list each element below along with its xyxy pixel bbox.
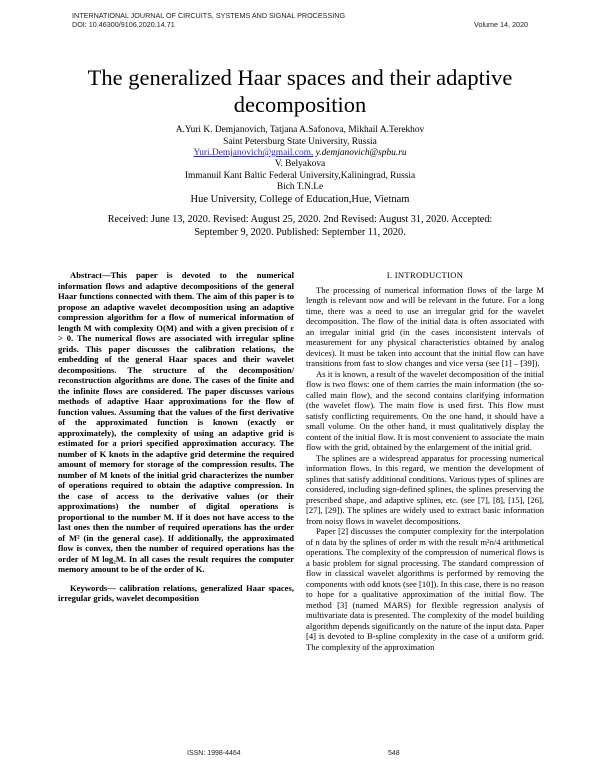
left-column (58, 270, 294, 604)
dates-1: Received: June 13, 2020. Revised: August 25, 2020. 2nd Revised: August 31, 2020. Accepted: (107, 214, 493, 225)
journal-name: INTERNATIONAL JOURNAL OF CIRCUITS, SYSTEMS AND SIGNAL PROCESSING (72, 11, 346, 20)
authors-2: V. Belyakova (274, 159, 326, 169)
keywords: Keywords— calibration relations, generalized Haar spaces, irregular grids, wavelet decomposition (58, 582, 294, 603)
affiliation-2: Immanuil Kant Baltic Federal University,Kaliningrad, Russia (184, 171, 416, 181)
running-header (72, 11, 345, 29)
intro-paragraph-3: The splines are a widespread apparatus for processing numerical information flows. In this regard, we mention the development of splines that satisfy additional conditions. Various types of splines are considered, including sign-defined splines, the splines preserving the prescribed shape, and adaptive splines, etc. (see [7], [8], [15], [26], [27], [29]). The splines are widely used to extract basic information from noisy flows in wavelet decompositions. (306, 452, 544, 526)
issn: ISSN: 1998-4464 (187, 750, 241, 757)
abstract-text: Abstract—This paper is devoted to the numerical information flows and adaptive decompositions of the general Haar functions connected with them. The aim of this paper is to propose an adaptive wavelet decomposition using an adaptive compression algorithm for a flow of numerical information of length M with complexity O(M) and with a given precision of ε > 0. The numerical flows are associated with irregular spline grids. This paper discusses the calibration relations, the embedding of the general Haar spaces and their wavelet decompositions. The structure of the decomposition/ reconstruction algorithms are done. The cases of the finite and the infinite flows are considered. The paper discusses various methods of adaptive Haar approximations for the flow of function values. Assuming that the values of the first derivative of the approximated function is known (exactly or approximately), the complexity of using an adaptive grid is estimated for a priori specified approximation accuracy. The number of K knots in the adaptive grid determine the required amount of memory for storage of the compression results. The number of M knots of the initial grid characterizes the number of operations required to obtain the adaptive compression. In the case of access to the derivative values (or their approximations) the number of digital operations is proportional to the number M. If it does not have access to the last ones then the number of required operations has the order of M² (in the general case). If additionally, the approximated flow is convex, then the number of required operations has the order of M log₂M. In all cases the result requires the computer memory amount to be of the order of K. (58, 270, 294, 574)
affiliation-1: Saint Petersburg State University, Russia (223, 137, 377, 147)
intro-paragraph-2: As it is known, a result of the wavelet decomposition of the initial flow is two flows: one of them carries the main information (the so-called main flow), and the second contains clarifying information (the wavelet flow). The main flow is used first. This flow must satisfy conflicting requirements. On the one hand, it should have a small volume. On the other hand, it must qualitatively display the content of the initial flow. It is most convenient to associate the main flow with the grid, obtained by the enlargement of the initial grid. (306, 368, 544, 452)
intro-paragraph-1: The processing of numerical information flows of the large M length is relevant now and will be relevant in the future. For a long time, there was a need to use an irregular grid for the wavelet decomposition. The flow of the initial data is often associated with an irregular initial grid (in the cases inconsistent intervals of measurement for any physical characteristics obtained by analog devices). It must be taken into account that the initial flow can have transitions from fast to slow changes and vice versa (see [1] – [39]). (306, 284, 544, 368)
email-2: y.demjanovich@spbu.ru (315, 148, 407, 158)
intro-paragraph-4: Paper [2] discusses the computer complexity for the interpolation of n data by the splines of order m with the result m²n/4 arithmetical operations. The complexity of the compression of numerical flows is a basic problem for signal processing. The standard compression of flow in classical wavelet algorithms is performed by removing the components with odd knots (see [10]). In this case, there is no reason to hope for a qualitative approximation of the initial flow. The method [3] (named MARS) for flexible regression analysis of multivariate data is presented. The complexity of the model building algorithm depends significantly on the nature of the input data. Paper [4] is devoted to B-spline complexity in the case of a uniform grid. The complexity of the approximation (306, 526, 544, 652)
right-column (306, 270, 544, 652)
abstract (58, 270, 294, 575)
paper-title: The generalized Haar spaces and their adaptive decomposition (87, 65, 513, 117)
authors-3: Bich T.N.Le (276, 182, 324, 192)
introduction (306, 285, 544, 653)
authors-1: A.Yuri K. Demjanovich, Tatjana A.Safonova, Mikhail A.Terekhov (175, 125, 425, 135)
doi: DOI: 10.46300/9106.2020.14.71 (72, 20, 175, 29)
section-title: I. INTRODUCTION (386, 270, 464, 280)
dates-2: September 9, 2020. Published: September 11, 2020. (194, 227, 406, 238)
affiliation-3: Hue University, College of Education,Hue, Vietnam (190, 194, 410, 205)
volume: Volume 14, 2020 (474, 20, 528, 29)
emails (40, 148, 560, 159)
page-number: 548 (388, 750, 400, 757)
email-link-1[interactable]: Yuri.Demjanovich@gmail.com, (193, 148, 314, 158)
